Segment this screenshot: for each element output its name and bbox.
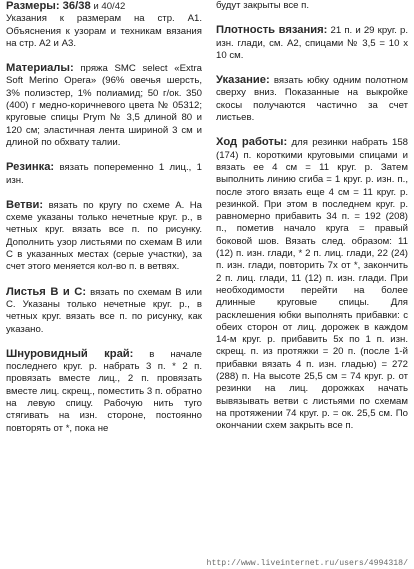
density-heading: Плотность вязания: (216, 24, 328, 37)
note-section (216, 74, 408, 124)
watermark-url: http://www.liveinternet.ru/users/4994318/ (206, 559, 408, 568)
leaves-section (6, 286, 202, 336)
continuation-section (216, 0, 408, 12)
process-section (216, 136, 408, 432)
continuation-text: будут закрыты все п. (216, 0, 309, 11)
rib-section (6, 161, 202, 187)
cord-heading: Шнуровидный край: (6, 347, 134, 360)
branches-section (6, 199, 202, 274)
note-heading: Указание: (216, 74, 270, 87)
sizes-body: Указания к размерам на стр. А1. Объяснения к узорам и техникам вязания на стр. А2 и А3. (6, 13, 202, 49)
materials-body: пряжа SMC select «Extra Soft Merino Opera» (96% овечья шерсть, 3% полиэстер, 1% полиамид; 50 г/ок. 350 (400) г медно-коричневого цвета № 05312; круговые спицы Prym № 3,5 длиной 80 и 120 см; эластичная лента шириной 3 см и длиной по обхвату талии. (6, 63, 202, 148)
leaves-heading: Листья В и С: (6, 285, 87, 298)
materials-section (6, 62, 202, 149)
sizes-heading-alt: и 40/42 (90, 1, 126, 12)
cord-body: в начале последнего круг. р. набрать 3 п. * 2 п. провязать вместе лиц., 2 п. провязать вместе лиц. скрещ., поместить 3 п. обратно на левую спицу. Рабочую нить туго стягивать на изн. стороне, постоянно повторять от *, пока не (6, 348, 203, 434)
sizes-heading: Размеры: 36/38 (6, 0, 91, 12)
note-body: вязать юбку одним полотном сверху вниз. Показанные на выкройке скосы получаются частично за счет листьев. (216, 75, 408, 124)
process-body: для резинки набрать 158 (174) п. короткими круговыми спицами и вязать ее 4 см = 11 круг. р. Затем выполнить линию сгиба = 1 круг. р. изн. п., после этого вязать еще 4 см = 11 круг. р. резинкой. При этом в последнем круг. р. равномерно прибавить 34 п. = 192 (208) п., пометив начало круга = правый боковой шов. Вязать след. образом: 11 (12) п. изн. глади, * 2 п. лиц. глади, 22 (24) п. изн. глади, повторить 7х от *, закончить 2 п. лиц. глади, 11 (12) п. изн. глади. При необходимости перейти на более длинные круговые спицы. Для расклешения юбки выполнять прибавки: с обеих сторон от лиц. дорожек в каждом 14-м круг. р. прибавить 5х по 1 п. изн. скрещ. п. из протяжки = 20 п. (после 1-й прибавки вязать 4 п. изн. гладью) = 272 (288) п. На высоте 25,5 см = 74 круг. р. от резинки на лиц. дорожках начать вывязывать ветви с листьями по схемам на протяжении 74 круг. р. = ок. 25,5 см. По окончании схем закрыть все п. (216, 137, 408, 432)
materials-heading: Материалы: (6, 62, 74, 75)
branches-body: вязать по кругу по схеме А. На схеме указаны только нечетные круг. р., в четных круг. вязать все п. по рисунку. Дополнить узор листьями по схемам В или С в указанных местах (серые участки), за счет этого меняется кол-во п. в ветвях. (6, 199, 202, 273)
leaves-body: вязать по схемам В или С. Указаны только нечетные круг. р., в четных круг. вязать все п. по рисунку, как указано. (6, 286, 202, 335)
right-column (216, 0, 408, 445)
left-column (6, 0, 202, 447)
density-body: 21 п. и 29 круг. р. изн. глади, см. А2, спицами № 3,5 = 10 х 10 см. (216, 25, 408, 61)
rib-heading: Резинка: (6, 161, 55, 174)
density-section (216, 24, 408, 62)
sizes-section (6, 0, 202, 50)
branches-heading: Ветви: (6, 198, 44, 211)
cord-section (6, 348, 202, 435)
rib-body: вязать попеременно 1 лиц., 1 изн. (6, 162, 202, 186)
process-heading: Ход работы: (216, 136, 288, 149)
